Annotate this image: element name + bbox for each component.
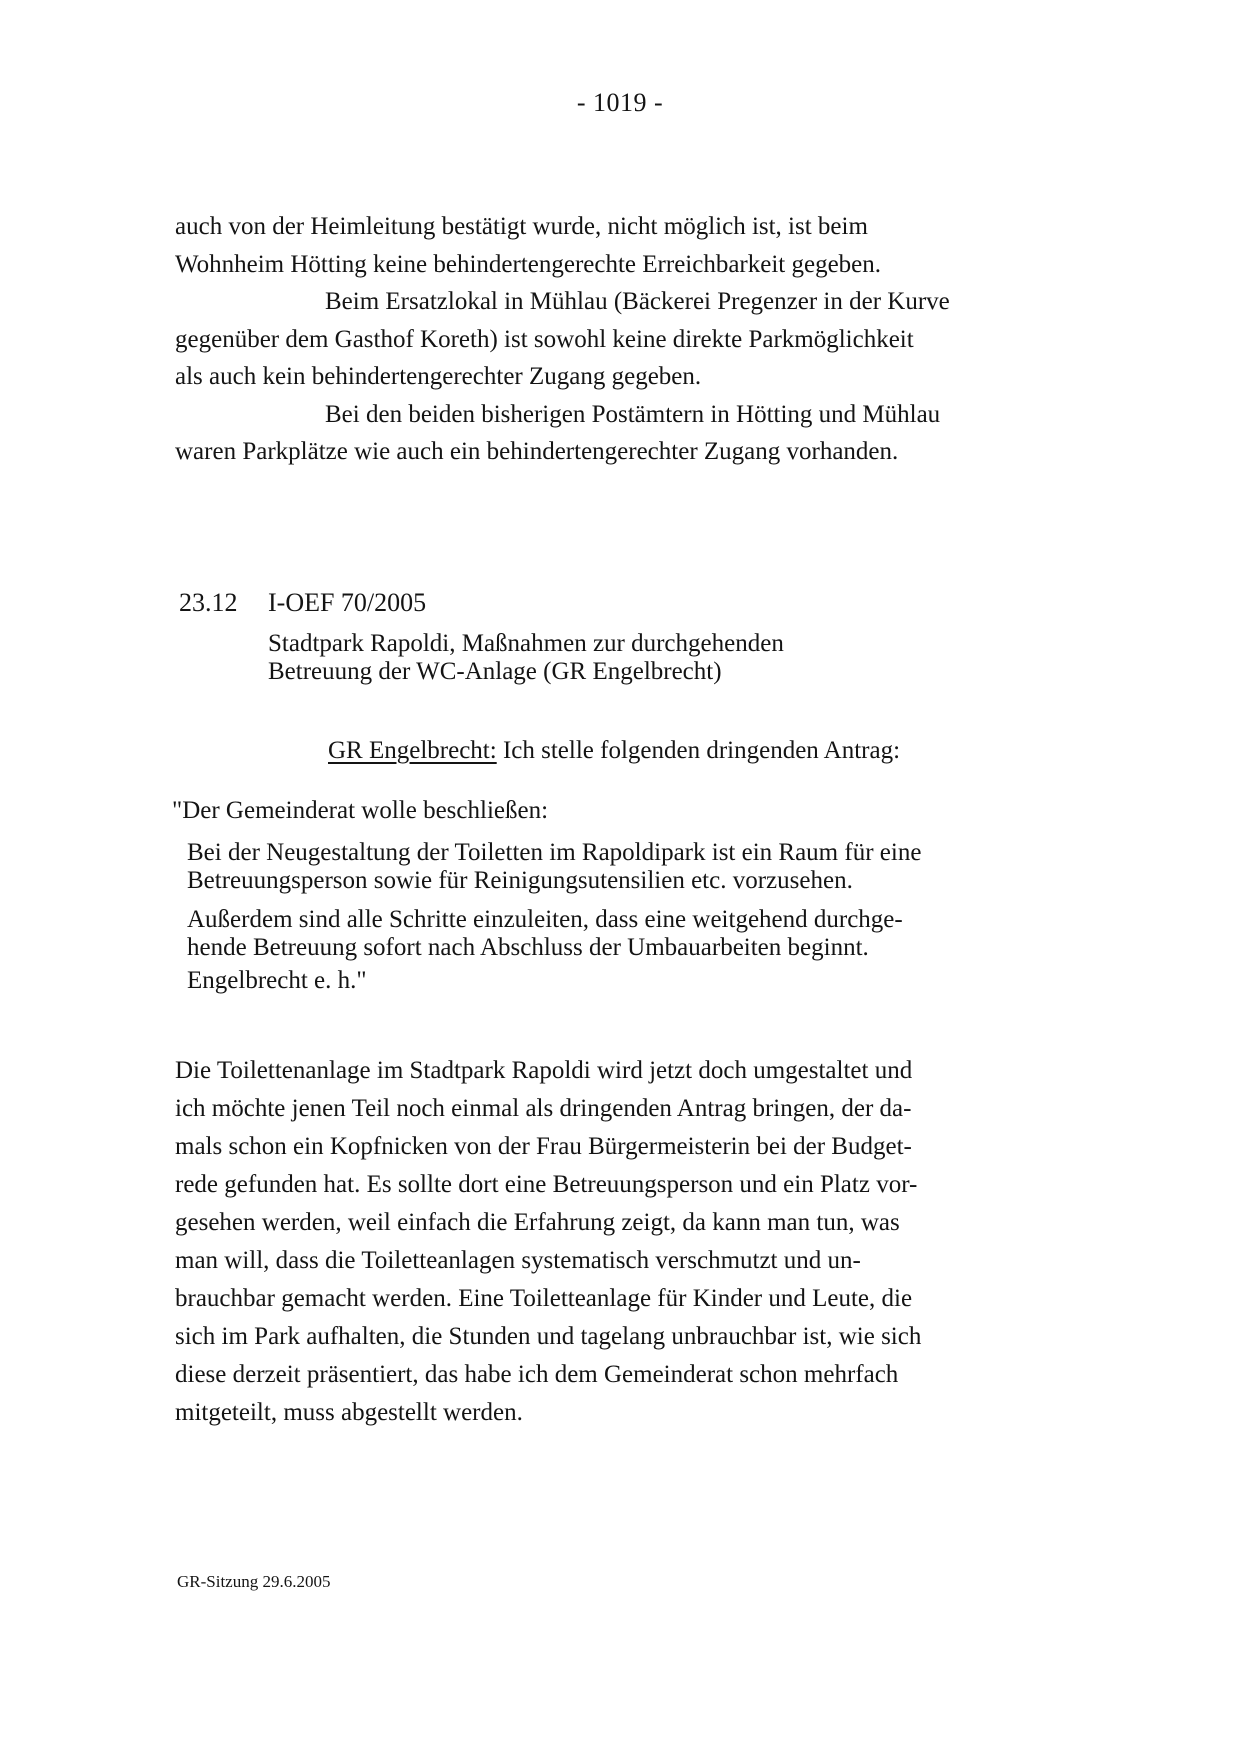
text-line: Bei der Neugestaltung der Toiletten im Rapoldipark ist ein Raum für eine — [187, 839, 922, 866]
text-line: Die Toilettenanlage im Stadtpark Rapoldi wird jetzt doch umgestaltet und — [175, 1057, 913, 1084]
text-line: Beim Ersatzlokal in Mühlau (Bäckerei Pregenzer in der Kurve — [325, 288, 950, 315]
text-line: Betreuung der WC-Anlage (GR Engelbrecht) — [268, 658, 722, 685]
text-line: gesehen werden, weil einfach die Erfahrung zeigt, da kann man tun, was — [175, 1209, 900, 1236]
motion-opening-line: "Der Gemeinderat wolle beschließen: — [172, 797, 549, 824]
text-line: hende Betreuung sofort nach Abschluss der Umbauarbeiten beginnt. — [187, 934, 869, 961]
text-line: sich im Park aufhalten, die Stunden und tagelang unbrauchbar ist, wie sich — [175, 1323, 922, 1350]
speaker-intro-rest: Ich stelle folgenden dringenden Antrag: — [496, 737, 901, 764]
section-code: I-OEF 70/2005 — [268, 588, 427, 617]
section-heading — [179, 588, 426, 618]
text-line: Betreuungsperson sowie für Reinigungsutensilien etc. vorzusehen. — [187, 867, 853, 894]
text-line: waren Parkplätze wie auch ein behindertengerechter Zugang vorhanden. — [175, 438, 899, 465]
text-line: Außerdem sind alle Schritte einzuleiten, dass eine weitgehend durchge- — [187, 906, 903, 933]
text-line: auch von der Heimleitung bestätigt wurde, nicht möglich ist, ist beim — [175, 213, 868, 240]
text-line: Engelbrecht e. h." — [187, 967, 367, 994]
text-line: mitgeteilt, muss abgestellt werden. — [175, 1399, 523, 1426]
text-line: Wohnheim Hötting keine behindertengerechte Erreichbarkeit gegeben. — [175, 250, 882, 278]
motion-paragraph-1 — [187, 839, 977, 895]
motion-paragraph-2 — [187, 906, 977, 962]
paragraph-accessibility — [175, 208, 965, 471]
text-line: mals schon ein Kopfnicken von der Frau Bürgermeisterin bei der Budget- — [175, 1133, 912, 1160]
section-number: 23.12 — [179, 588, 238, 617]
speaker-name: GR Engelbrecht: — [328, 737, 497, 764]
speaker-intro-line — [328, 737, 1188, 765]
footer-session-note: GR-Sitzung 29.6.2005 — [177, 1572, 331, 1591]
text-line: als auch kein behindertengerechter Zugang gegeben. — [175, 363, 702, 390]
motion-signature — [187, 967, 977, 995]
text-line: man will, dass die Toiletteanlagen systematisch verschmutzt und un- — [175, 1247, 861, 1274]
section-title — [268, 630, 888, 686]
text-line: diese derzeit präsentiert, das habe ich dem Gemeinderat schon mehrfach — [175, 1361, 899, 1388]
page-number: - 1019 - — [576, 88, 664, 117]
text-line: Stadtpark Rapoldi, Maßnahmen zur durchgehenden — [268, 630, 784, 657]
text-line: brauchbar gemacht werden. Eine Toiletteanlage für Kinder und Leute, die — [175, 1285, 913, 1312]
text-line: ich möchte jenen Teil noch einmal als dringenden Antrag bringen, der da- — [175, 1095, 912, 1122]
speech-body-paragraph — [175, 1052, 975, 1432]
text-line: rede gefunden hat. Es sollte dort eine Betreuungsperson und ein Platz vor- — [175, 1171, 918, 1198]
text-line: gegenüber dem Gasthof Koreth) ist sowohl keine direkte Parkmöglichkeit — [175, 325, 914, 353]
text-line: Bei den beiden bisherigen Postämtern in Hötting und Mühlau — [325, 400, 941, 428]
